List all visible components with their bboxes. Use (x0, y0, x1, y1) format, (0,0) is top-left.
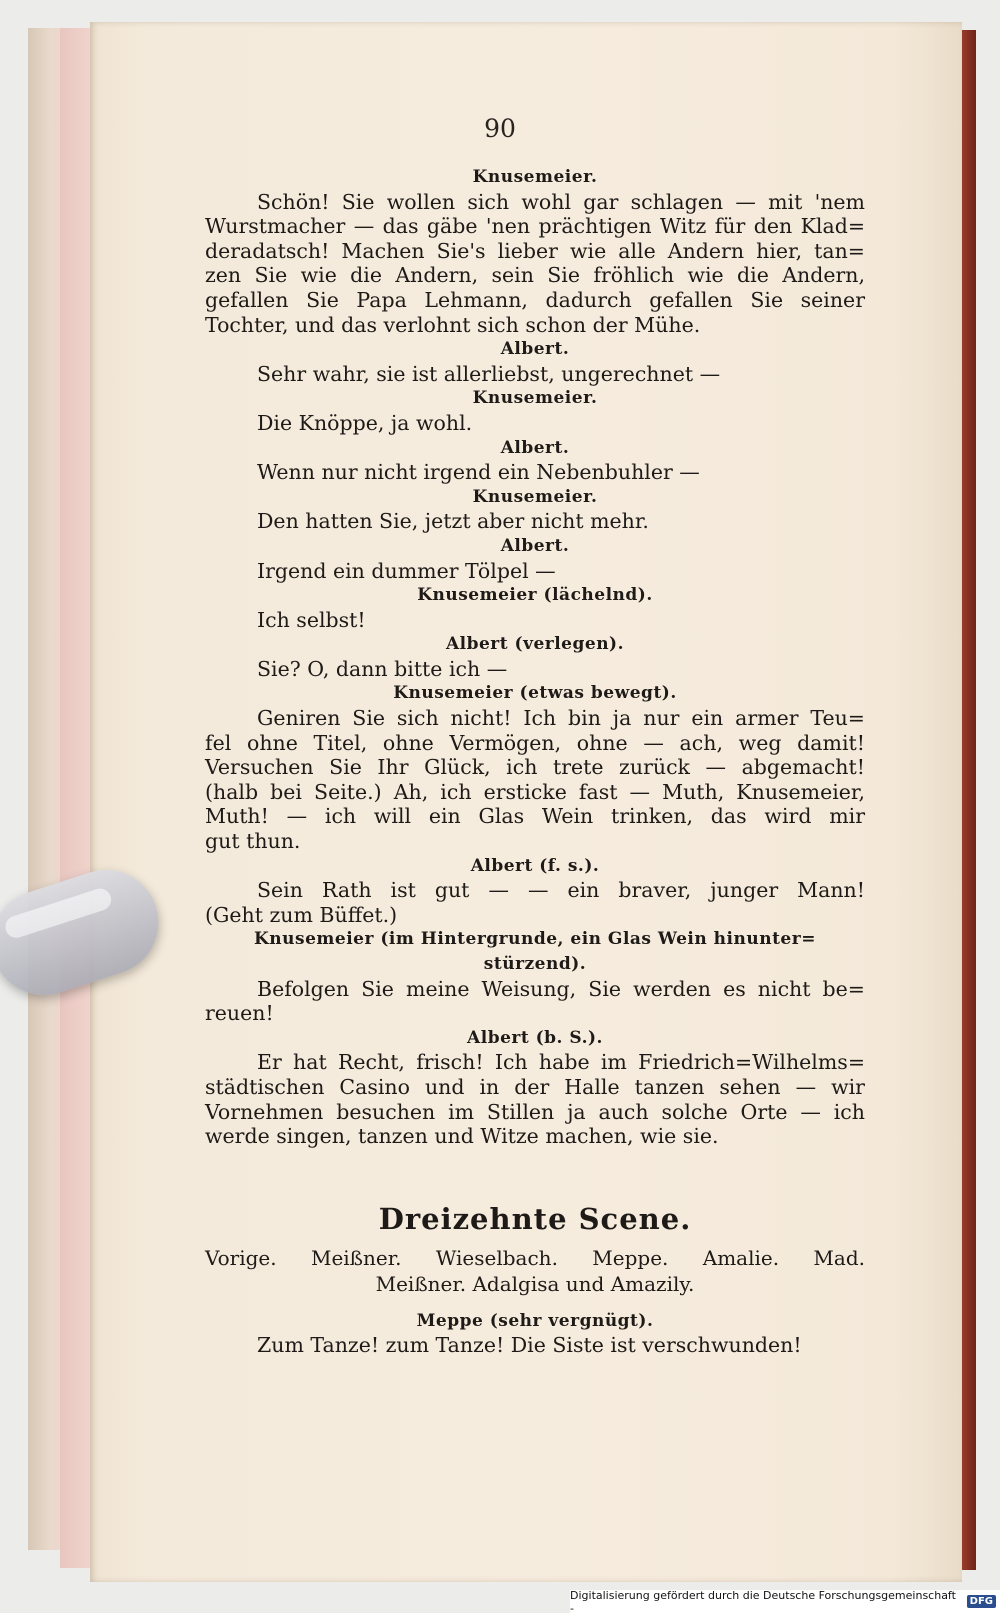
speaker-label: Knusemeier. (472, 388, 598, 409)
dialogue-line: Wenn nur nicht irgend ein Nebenbuhler — (257, 460, 700, 485)
dialogue-line: städtischen Casino und in der Halle tanzen sehen — wir (205, 1074, 865, 1099)
speaker-label: Albert (b. S.). (467, 1027, 603, 1048)
dialogue-line: gut thun. (205, 829, 301, 854)
speaker-label: Albert. (500, 437, 570, 458)
dialogue-line: Sein Rath ist gut — — ein braver, junger Mann! (257, 878, 865, 903)
speaker-label: Meppe (sehr vergnügt). (416, 1310, 654, 1331)
dialogue-line: Befolgen Sie meine Weisung, Sie werden es nicht be= (257, 976, 865, 1001)
dialogue-line: Geniren Sie sich nicht! Ich bin ja nur ein armer Teu= (257, 706, 865, 731)
dialogue-line: Wurstmacher — das gäbe 'nen prächtigen Witz für den Klad= (205, 214, 865, 239)
dialogue-line: (Geht zum Büffet.) (205, 902, 398, 927)
cast-list-line-2: Meißner. Adalgisa und Amazily. (375, 1271, 695, 1296)
dialogue-line: zen Sie wie die Andern, sein Sie fröhlich wie die Andern, (205, 263, 865, 288)
dialogue-block (205, 165, 865, 1149)
speaker-label: Albert (f. s.). (470, 855, 600, 876)
dialogue-line: Sie? O, dann bitte ich — (257, 656, 508, 681)
page-text (205, 165, 865, 1358)
footer-credit-bar (570, 1590, 1000, 1613)
dialogue-line: Sehr wahr, sie ist allerliebst, ungerechnet — (257, 361, 721, 386)
scene-title: Dreizehnte Scene. (378, 1201, 692, 1236)
closing-dialogue (205, 1309, 865, 1358)
speaker-label: Knusemeier. (472, 486, 598, 507)
dialogue-line: Irgend ein dummer Tölpel — (257, 558, 556, 583)
dialogue-line: Zum Tanze! zum Tanze! Die Siste ist verschwunden! (257, 1333, 802, 1358)
dialogue-line: Den hatten Sie, jetzt aber nicht mehr. (257, 509, 649, 534)
dialogue-line: Versuchen Sie Ihr Glück, ich trete zurück — abgemacht! (205, 755, 865, 780)
dialogue-line: Muth! — ich will ein Glas Wein trinken, das wird mir (205, 804, 865, 829)
dialogue-line: gefallen Sie Papa Lehmann, dadurch gefallen Sie seiner (205, 287, 865, 312)
speaker-label: Knusemeier. (472, 167, 598, 187)
speaker-label: Knusemeier (etwas bewegt). (393, 683, 677, 704)
page-number: 90 (484, 114, 516, 143)
dialogue-line: Er hat Recht, frisch! Ich habe im Friedrich=Wilhelms= (257, 1050, 865, 1075)
speaker-label: stürzend). (483, 954, 587, 974)
dialogue-line: werde singen, tanzen und Witze machen, wie sie. (205, 1124, 719, 1149)
speaker-label: Albert (verlegen). (445, 634, 625, 655)
speaker-label: Albert. (500, 535, 570, 556)
dialogue-line: Tochter, und das verlohnt sich schon der Mühe. (205, 312, 701, 337)
speaker-label: Albert. (500, 339, 570, 360)
dfg-logo-icon: DFG (967, 1595, 996, 1608)
book-cover-edge (962, 30, 976, 1570)
speaker-label: Knusemeier (im Hintergrunde, ein Glas Wein hinunter= (254, 929, 816, 950)
dialogue-line: Schön! Sie wollen sich wohl gar schlagen — mit 'nem (257, 189, 865, 214)
book-page-edges-inner (60, 28, 90, 1568)
dialogue-line: fel ohne Titel, ohne Vermögen, ohne — ach, weg damit! (205, 730, 865, 755)
speaker-label: Knusemeier (lächelnd). (417, 585, 653, 606)
cast-list-line-1: Vorige. Meißner. Wieselbach. Meppe. Amalie. Mad. (205, 1245, 865, 1270)
dialogue-line: reuen! (205, 1001, 274, 1026)
footer-credit-text: Digitalisierung gefördert durch die Deutsche Forschungsgemeinschaft - (570, 1588, 956, 1615)
dialogue-line: Ich selbst! (257, 607, 366, 632)
dialogue-line: Die Knöppe, ja wohl. (257, 410, 473, 435)
dialogue-line: Vornehmen besuchen im Stillen ja auch solche Orte — ich (205, 1099, 865, 1124)
dialogue-line: (halb bei Seite.) Ah, ich ersticke fast — Muth, Knusemeier, (205, 779, 865, 804)
dialogue-line: deradatsch! Machen Sie's lieber wie alle Andern hier, tan= (205, 238, 865, 263)
